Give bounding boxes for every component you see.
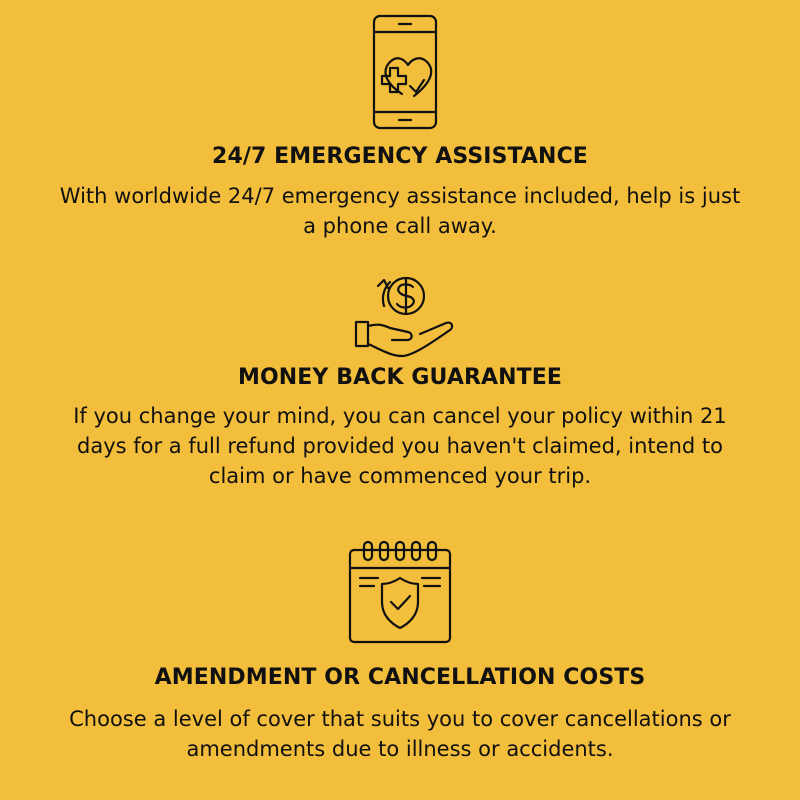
feature-description <box>0 401 800 491</box>
feature-title: 24/7 EMERGENCY ASSISTANCE <box>212 144 588 169</box>
feature-description <box>0 181 800 241</box>
feature-amendment-cancellation <box>0 520 800 800</box>
feature-description-line: days for a full refund provided you haven't claimed, intend to <box>77 434 723 458</box>
feature-title: AMENDMENT OR CANCELLATION COSTS <box>154 665 646 690</box>
phone-heart-medical-icon <box>364 12 444 132</box>
feature-title: MONEY BACK GUARANTEE <box>238 365 562 390</box>
feature-money-back-guarantee <box>0 260 800 520</box>
feature-emergency-assistance <box>0 0 800 260</box>
feature-description-line: a phone call away. <box>303 214 497 238</box>
feature-description-line: claim or have commenced your trip. <box>208 464 592 488</box>
hand-dollar-coin-icon <box>350 272 456 364</box>
feature-description-line: Choose a level of cover that suits you to cover cancellations or <box>69 707 731 731</box>
feature-description-line: amendments due to illness or accidents. <box>186 737 614 761</box>
feature-description-line: With worldwide 24/7 emergency assistance included, help is just <box>59 184 741 208</box>
feature-description <box>0 704 800 764</box>
feature-description-line: If you change your mind, you can cancel your policy within 21 <box>73 404 727 428</box>
calendar-shield-check-icon <box>344 536 456 648</box>
